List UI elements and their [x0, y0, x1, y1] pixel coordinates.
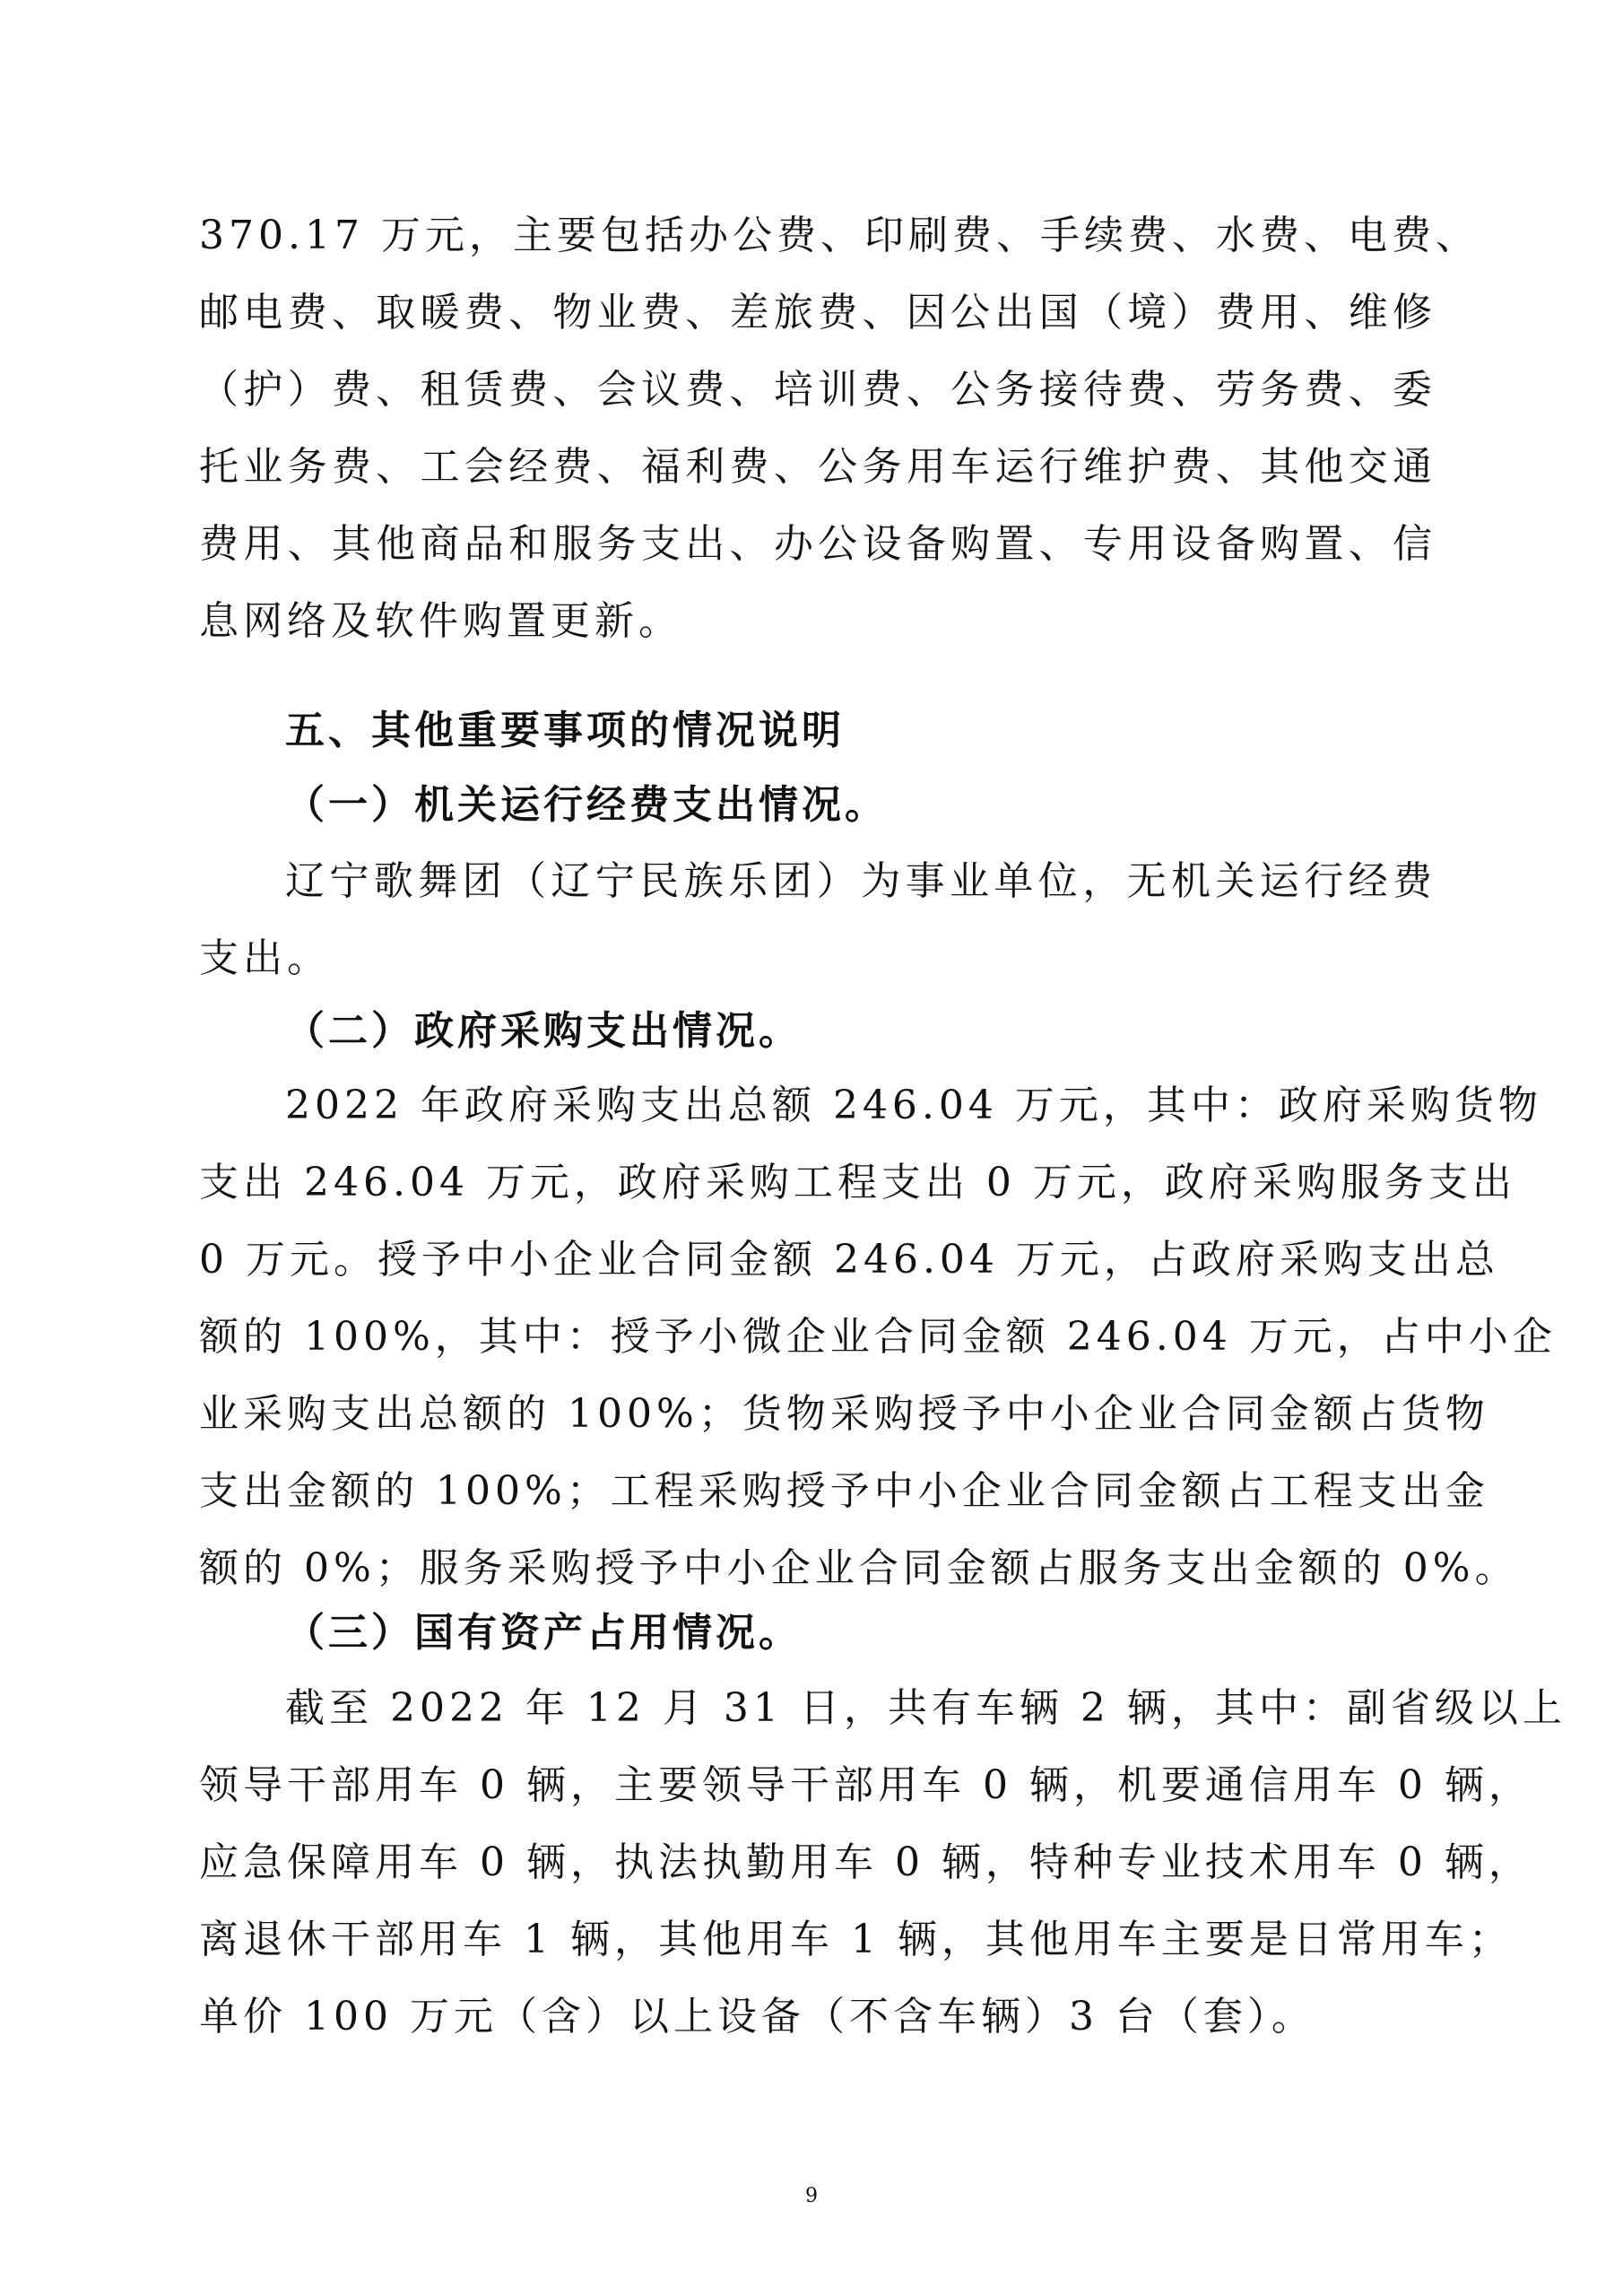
text-line: 支出。 — [199, 935, 331, 981]
text-line: 邮电费、取暖费、物业费、差旅费、因公出国（境）费用、维修 — [199, 290, 1436, 335]
text-line: 辽宁歌舞团（辽宁民族乐团）为事业单位，无机关运行经费 — [285, 858, 1436, 904]
text-line: 费用、其他商品和服务支出、办公设备购置、专用设备购置、信 — [199, 521, 1436, 567]
subsection-heading-1: （一）机关运行经费支出情况。 — [285, 782, 888, 828]
text-line: 领导干部用车 0 辆，主要领导干部用车 0 辆，机要通信用车 0 辆， — [199, 1762, 1532, 1808]
paragraph-operating-expenses — [199, 843, 1436, 997]
paragraph-procurement — [199, 1067, 1557, 1607]
text-line: （护）费、租赁费、会议费、培训费、公务接待费、劳务费、委 — [199, 367, 1436, 413]
text-line: 单价 100 万元（含）以上设备（不含车辆）3 台（套）。 — [199, 1994, 1315, 2039]
text-line: 支出 246.04 万元，政府采购工程支出 0 万元，政府采购服务支出 — [199, 1160, 1516, 1205]
text-line: 2022 年政府采购支出总额 246.04 万元，其中：政府采购货物 — [285, 1083, 1542, 1128]
text-line: 截至 2022 年 12 月 31 日，共有车辆 2 辆，其中：副省级以上 — [285, 1685, 1567, 1731]
text-line: 支出金额的 100%；工程采购授予中小企业合同金额占工程支出金 — [199, 1468, 1489, 1514]
paragraph-state-assets — [199, 1670, 1567, 2056]
text-line: 额的 100%，其中：授予小微企业合同金额 246.04 万元，占中小企 — [199, 1314, 1557, 1360]
text-line: 应急保障用车 0 辆，执法执勤用车 0 辆，特种专业技术用车 0 辆， — [199, 1839, 1532, 1885]
paragraph-expense-items — [199, 197, 1480, 660]
text-line: 370.17 万元，主要包括办公费、印刷费、手续费、水费、电费、 — [199, 213, 1480, 258]
subsection-heading-2: （二）政府采购支出情况。 — [285, 1008, 802, 1054]
section-heading-5: 五、其他重要事项的情况说明 — [285, 708, 845, 753]
text-line: 业采购支出总额的 100%；货物采购授予中小企业合同金额占货物 — [199, 1391, 1489, 1437]
text-line: 0 万元。授予中小企业合同金额 246.04 万元，占政府采购支出总 — [199, 1237, 1499, 1283]
subsection-heading-3: （三）国有资产占用情况。 — [285, 1610, 802, 1656]
text-line: 离退休干部用车 1 辆，其他用车 1 辆，其他用车主要是日常用车； — [199, 1917, 1513, 1962]
text-line: 息网络及软件购置更新。 — [199, 598, 682, 644]
text-line: 额的 0%；服务采购授予中小企业合同金额占服务支出金额的 0%。 — [199, 1545, 1519, 1591]
page-number: 9 — [805, 2185, 818, 2207]
text-line: 托业务费、工会经费、福利费、公务用车运行维护费、其他交通 — [199, 444, 1436, 490]
